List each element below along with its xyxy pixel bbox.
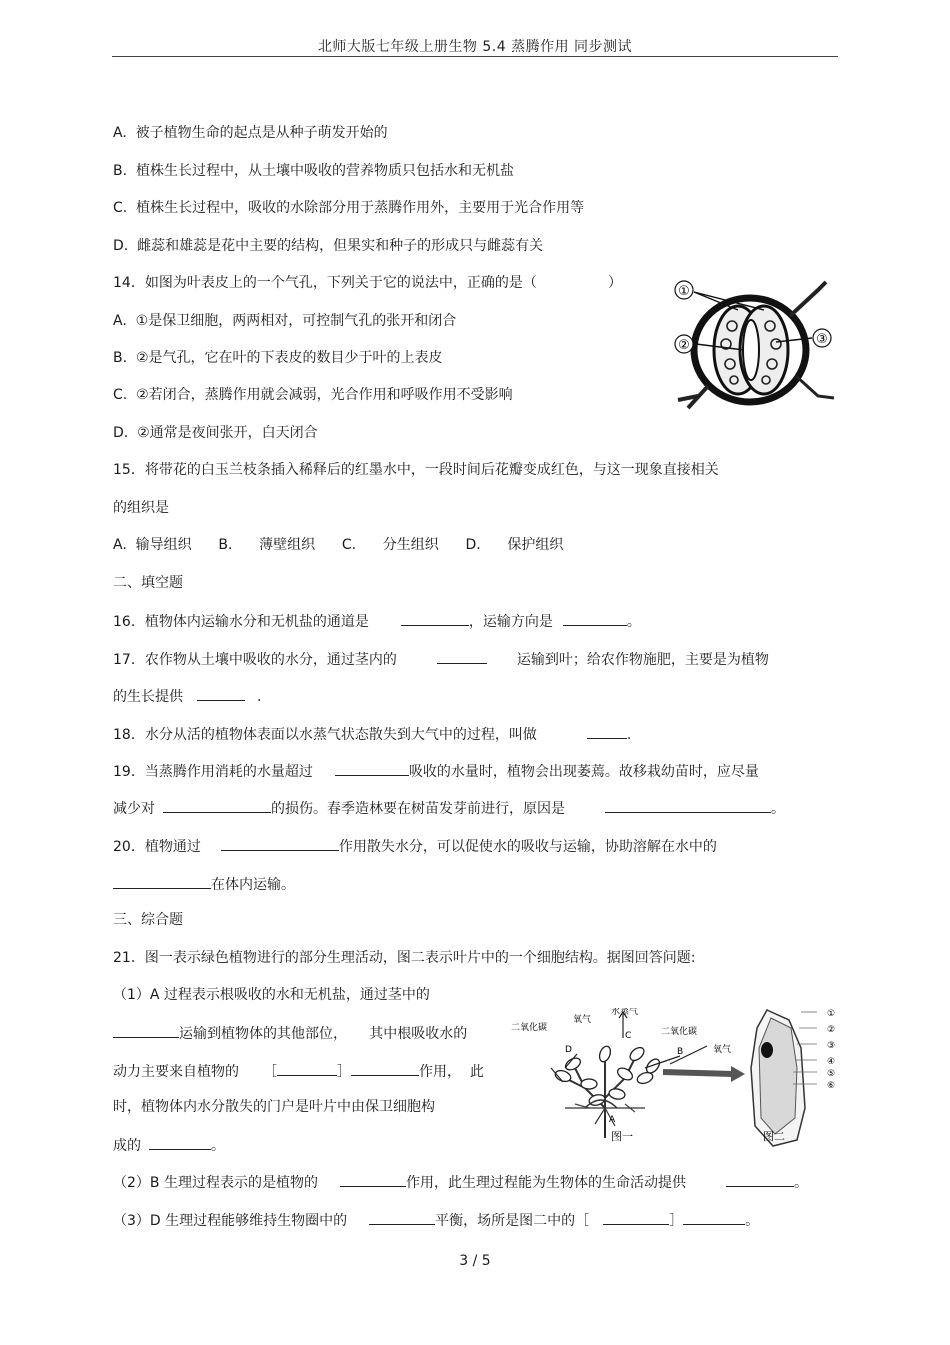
q17-line2: [113, 686, 261, 706]
stoma-label-3: ③: [816, 332, 828, 347]
q13-option-d: D. 雌蕊和雄蕊是花中主要的结构，但果实和种子的形成只与雌蕊有关: [113, 238, 544, 254]
q18-text-b: .: [626, 727, 632, 743]
q19-text-c: 减少对: [113, 801, 155, 817]
q19-text-e: 。: [771, 801, 785, 817]
q21-text-p1d: 作用， 此: [419, 1064, 484, 1080]
q21-text-p1g: 。: [211, 1138, 225, 1154]
q21-blank-3[interactable]: [351, 1061, 419, 1076]
header-divider: [112, 56, 838, 57]
q21-blank-1[interactable]: [113, 1023, 179, 1038]
q16-blank-1[interactable]: [401, 611, 469, 626]
q21-p3: [113, 1210, 759, 1230]
q21-bracket-open-1: ［: [263, 1064, 277, 1080]
q14-option-b: B. ②是气孔，它在叶的下表皮的数目少于叶的上表皮: [113, 350, 443, 366]
q21-p1-line4: 时，植物体内水分散失的门户是叶片中由保卫细胞构: [113, 1099, 435, 1115]
q21-p1-line3: [113, 1061, 484, 1081]
q21-p2: [113, 1172, 808, 1192]
fig2-label-6: ⑥: [827, 1081, 836, 1091]
q13-option-a: A. 被子植物生命的起点是从种子萌发开始的: [113, 125, 388, 141]
q19-text-b: 吸收的水量时，植物会出现萎蔫。故移栽幼苗时，应尽量: [408, 764, 759, 780]
q20-text-c: 在体内运输。: [211, 877, 295, 893]
fig1-water-vapor-label: 水蒸气: [611, 1008, 639, 1017]
fig1-oxygen-label-right: 氧气: [713, 1045, 732, 1055]
q21-blank-4[interactable]: [149, 1135, 211, 1150]
fig2-label-4: ④: [827, 1057, 836, 1067]
q18: [113, 724, 631, 744]
fig2-label-1: ①: [827, 1009, 836, 1019]
q20-line2: [113, 874, 295, 894]
stoma-label-1: ①: [678, 284, 690, 299]
fig1-oxygen-label-left: 氧气: [573, 1015, 592, 1025]
q21-text-p3d: 。: [745, 1213, 760, 1229]
q17-text-c: 的生长提供: [113, 689, 183, 705]
q14-stem: 14．如图为叶表皮上的一个气孔，下列关于它的说法中，正确的是（ ）: [113, 275, 623, 291]
q17-line1: [113, 649, 769, 669]
q16-text-b: ，运输方向是: [468, 614, 553, 630]
fig1-label-c: C: [625, 1031, 632, 1041]
q17-blank-1[interactable]: [437, 649, 487, 664]
q16-text-a: 16．植物体内运输水分和无机盐的通道是: [113, 614, 369, 630]
q15-options: A. 输导组织 B. 薄壁组织 C. 分生组织 D. 保护组织: [113, 537, 564, 553]
q16-blank-2[interactable]: [563, 611, 627, 626]
fig2-caption: 图二: [763, 1130, 785, 1143]
q21-text-p3a: （3）D 生理过程能够维持生物圈中的: [113, 1213, 348, 1229]
q14-option-d: D. ②通常是夜间张开，白天闭合: [113, 425, 318, 441]
q21-blank-2[interactable]: [277, 1061, 337, 1076]
q21-blank-9[interactable]: [683, 1210, 745, 1225]
q17-text-d: .: [257, 689, 262, 705]
q21-blank-8[interactable]: [603, 1210, 669, 1225]
q15-stem-line2: 的组织是: [113, 500, 169, 516]
q15-stem-line1: 15．将带花的白玉兰枝条插入稀释后的红墨水中，一段时间后花瓣变成红色，与这一现象直接相关: [113, 462, 719, 478]
q20-text-b: 作用散失水分，可以促使水的吸收与运输，协助溶解在水中的: [338, 839, 717, 855]
q21-text-p2b: 作用，此生理过程能为生物体的生命活动提供: [405, 1175, 686, 1191]
q20-text-a: 20．植物通过: [113, 839, 201, 855]
fig1-label-d: D: [565, 1045, 572, 1055]
q19-text-d: 的损伤。春季造林要在树苗发芽前进行，原因是: [271, 801, 565, 817]
q21-text-p3c: ］: [669, 1213, 684, 1229]
q19-text-a: 19．当蒸腾作用消耗的水量超过: [113, 764, 313, 780]
section-fill-blank-title: 二、填空题: [113, 575, 183, 591]
q14-option-c: C. ②若闭合，蒸腾作用就会减弱，光合作用和呼吸作用不受影响: [113, 387, 513, 403]
q21-blank-5[interactable]: [340, 1172, 406, 1187]
q20-blank-1[interactable]: [221, 836, 339, 851]
q19-line1: [113, 761, 759, 781]
q16-text-c: 。: [626, 614, 641, 630]
q21-text-p3b: 平衡，场所是图二中的［: [435, 1213, 590, 1229]
stoma-figure: [668, 276, 838, 416]
fig2-label-3: ③: [827, 1041, 836, 1051]
q21-bracket-close-1: ］: [337, 1064, 351, 1080]
q21-text-p1f: 成的: [113, 1138, 141, 1154]
q20-blank-2[interactable]: [113, 874, 211, 889]
q17-blank-2[interactable]: [197, 686, 245, 701]
q21-blank-7[interactable]: [369, 1210, 435, 1225]
q13-option-b: B. 植株生长过程中，从土壤中吸收的营养物质只包括水和无机盐: [113, 163, 514, 179]
fig1-co2-label-left: 二氧化碳: [511, 1023, 548, 1033]
q17-text-b: 运输到叶；给农作物施肥，主要是为植物: [516, 652, 769, 668]
q21-text-p1c: 动力主要来自植物的: [113, 1064, 239, 1080]
q21-text-p1b: 运输到植物体的其他部位， 其中根吸收水的: [179, 1026, 468, 1042]
q14-option-a: A. ①是保卫细胞，两两相对，可控制气孔的张开和闭合: [113, 313, 457, 329]
q16: [113, 611, 641, 631]
q18-blank[interactable]: [587, 724, 627, 739]
fig2-label-5: ⑤: [827, 1069, 836, 1079]
q19-blank-1[interactable]: [335, 761, 409, 776]
fig1-label-a: A: [609, 1115, 616, 1125]
q18-text-a: 18．水分从活的植物体表面以水蒸气状态散失到大气中的过程，叫做: [113, 727, 537, 743]
q19-blank-2[interactable]: [163, 798, 271, 813]
plant-cell-figure: [505, 1008, 845, 1150]
stoma-label-2: ②: [678, 338, 690, 353]
q21-p1-line2: [113, 1023, 467, 1043]
q21-p1-line5: [113, 1135, 225, 1155]
fig2-label-2: ②: [827, 1025, 836, 1035]
fig1-label-b: B: [677, 1047, 684, 1057]
q21-blank-6[interactable]: [726, 1172, 794, 1187]
q21-text-p2c: 。: [793, 1175, 808, 1191]
fig1-caption: 图一: [611, 1130, 633, 1143]
q19-line2: [113, 798, 785, 818]
section-comprehensive-title: 三、综合题: [113, 912, 183, 928]
q17-text-a: 17．农作物从土壤中吸收的水分，通过茎内的: [113, 652, 397, 668]
q19-blank-3[interactable]: [605, 798, 771, 813]
q21-stem: 21．图一表示绿色植物进行的部分生理活动，图二表示叶片中的一个细胞结构。据图回答问题:: [113, 950, 696, 966]
fig1-co2-label-right: 二氧化碳: [661, 1027, 698, 1037]
page-number: 3 / 5: [459, 1253, 491, 1269]
q13-option-c: C. 植株生长过程中，吸收的水除部分用于蒸腾作用外，主要用于光合作用等: [113, 200, 585, 216]
q21-p1-line1: （1）A 过程表示根吸收的水和无机盐，通过茎中的: [113, 987, 430, 1003]
q21-text-p2a: （2）B 生理过程表示的是植物的: [113, 1175, 318, 1191]
page-header: 北师大版七年级上册生物 5.4 蒸腾作用 同步测试: [317, 39, 633, 55]
q20-line1: [113, 836, 717, 856]
